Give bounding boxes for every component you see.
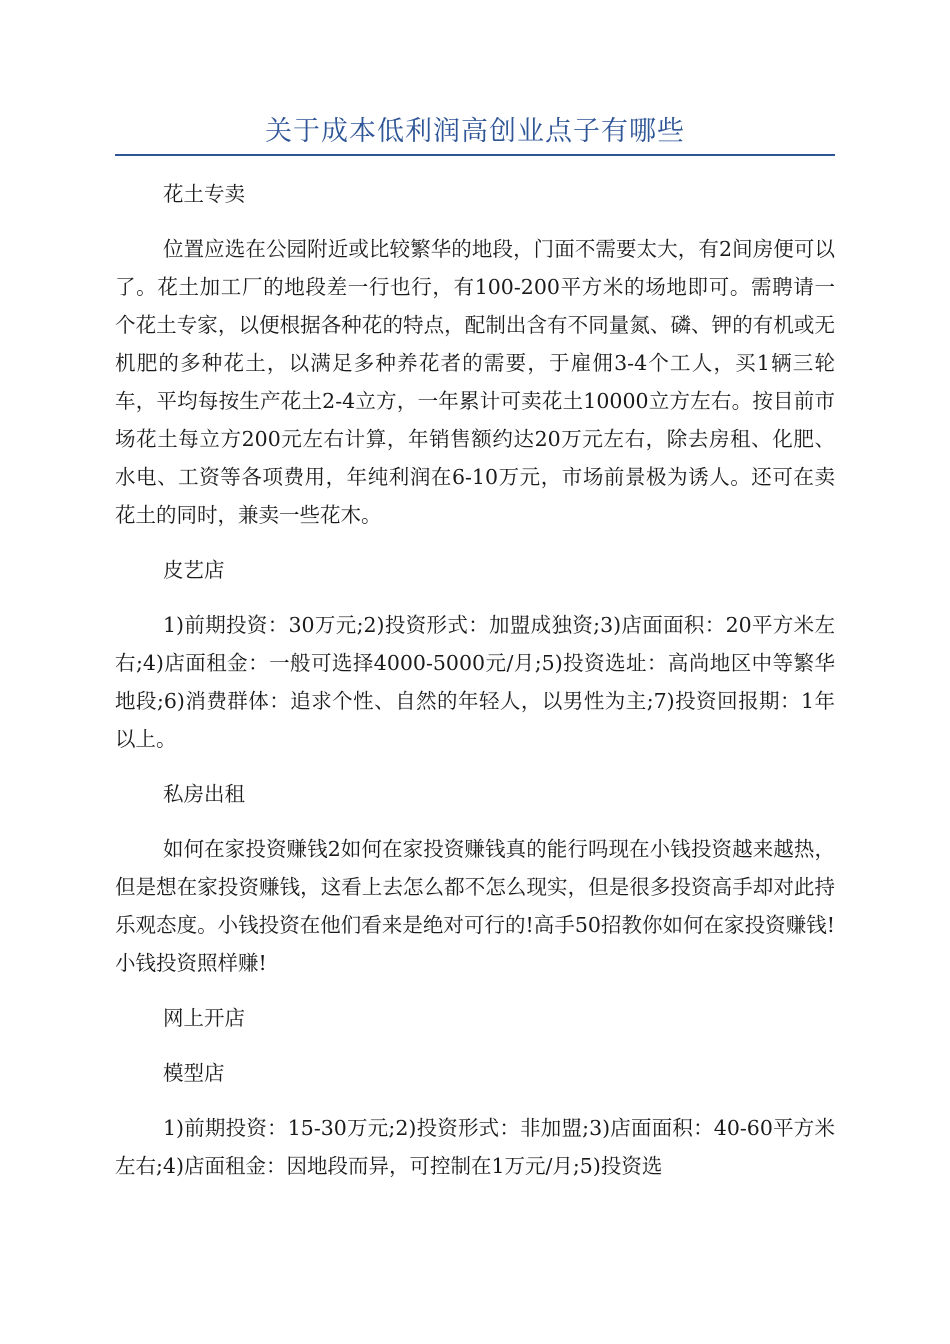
section-heading-house-rental: 私房出租	[163, 782, 245, 806]
title-underline	[115, 154, 835, 156]
section-paragraph-flower-soil: 位置应选在公园附近或比较繁华的地段，门面不需要太大，有2间房便可以了。花土加工厂的地段差一行也行，有100-200平方米的场地即可。需聘请一个花土专家，以便根据各种花的特点，配制出含有不同量氮、磷、钾的有机或无机肥的多种花土，以满足多种养花者的需要，于雇佣3-4个工人，买1辆三轮车，平均每按生产花土2-4立方，一年累计可卖花土10000立方左右。按目前市场花土每立方200元左右计算，年销售额约达20万元左右，除去房租、化肥、水电、工资等各项费用，年纯利润在6-10万元，市场前景极为诱人。还可在卖花土的同时，兼卖一些花木。	[115, 237, 835, 527]
section-heading-leather-art: 皮艺店	[163, 558, 225, 582]
section-heading-flower-soil: 花土专卖	[163, 182, 245, 206]
section-heading-model-shop: 模型店	[163, 1061, 225, 1085]
section-heading-online-shop: 网上开店	[163, 1006, 245, 1030]
document-title: 关于成本低利润高创业点子有哪些	[265, 116, 685, 147]
section-paragraph-house-rental: 如何在家投资赚钱2如何在家投资赚钱真的能行吗现在小钱投资越来越热，但是想在家投资赚钱，这看上去怎么都不怎么现实，但是很多投资高手却对此持乐观态度。小钱投资在他们看来是绝对可行的!高手50招教你如何在家投资赚钱!小钱投资照样赚!	[115, 837, 835, 975]
section-paragraph-model-shop: 1)前期投资：15-30万元;2)投资形式：非加盟;3)店面面积：40-60平方米左右;4)店面租金：因地段而异，可控制在1万元/月;5)投资选	[115, 1116, 835, 1178]
section-paragraph-leather-art: 1)前期投资：30万元;2)投资形式：加盟成独资;3)店面面积：20平方米左右;4)店面租金：一般可选择4000-5000元/月;5)投资选址：高尚地区中等繁华地段;6)消费群体：追求个性、自然的年轻人，以男性为主;7)投资回报期：1年以上。	[115, 613, 835, 751]
document-body	[115, 175, 835, 1185]
